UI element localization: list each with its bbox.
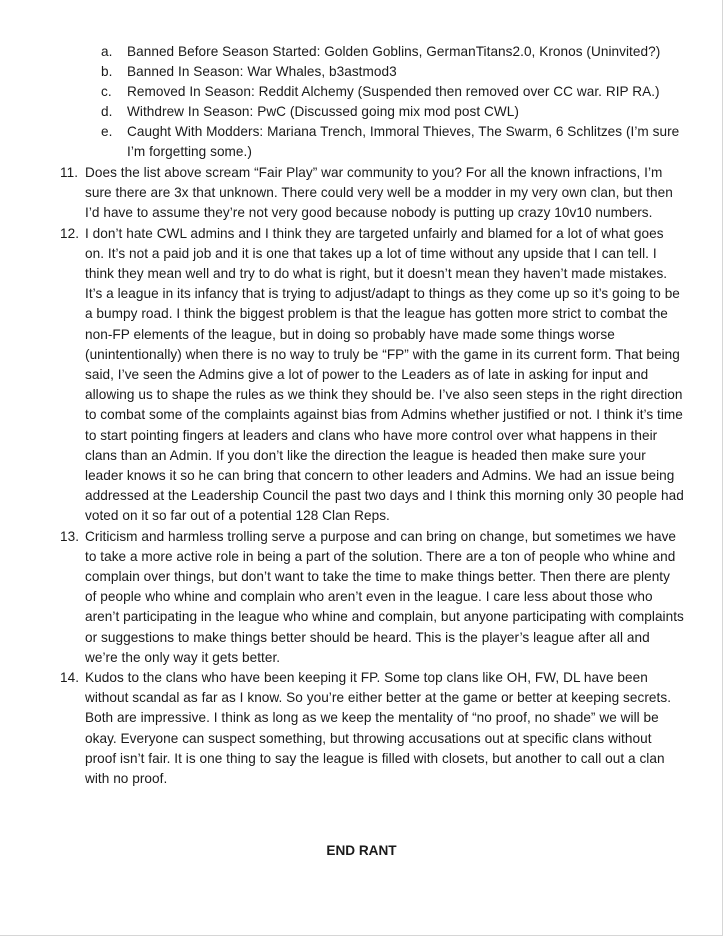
numbered-list-item [60, 224, 684, 527]
list-item-text: Banned In Season: War Whales, b3astmod3 [127, 64, 397, 79]
list-marker: e. [101, 124, 113, 139]
list-item-text: I don’t hate CWL admins and I think they are targeted unfairly and blamed for a lot of what goes on. It’s not a paid job and it is one that takes up a lot of time without any upside that I can tell. I think they mean well and try to do what is right, but it doesn’t mean they haven’t made mistakes. It’s a league in its infancy that is trying to adjust/adapt to things as they come up so it’s going to be a bumpy road. I think the biggest problem is that the league has gotten more strict to combat the non-FP elements of the league, but in doing so probably have made some things worse (unintentionally) when there is no way to truly be “FP” with the game in its current form. That being said, I’ve seen the Admins give a lot of power to the Leaders as of late in asking for input and allowing us to shape the rules as we think they should be. I’ve also seen steps in the right direction to combat some of the complaints against bias from Admins whether justified or not. I think it’s time to start pointing fingers at leaders and clans who have more control over what happens in their clans than an Admin. If you don’t like the direction the league is headed then make sure your leader knows it so he can bring that concern to other leaders and Admins. We had an issue being addressed at the Leadership Council the past two days and I think this morning only 30 people had voted on it so far out of a potential 128 Clan Reps. [85, 225, 684, 524]
list-item-text: Withdrew In Season: PwC (Discussed going mix mod post CWL) [127, 104, 519, 119]
list-item-text: Banned Before Season Started: Golden Goblins, GermanTitans2.0, Kronos (Uninvited?) [127, 44, 661, 59]
list-item-text: Caught With Modders: Mariana Trench, Immoral Thieves, The Swarm, 6 Schlitzes (I’m sure I’m forgetting some.) [127, 124, 680, 159]
sub-list-item [101, 42, 681, 62]
list-marker: c. [101, 84, 112, 99]
numbered-list [60, 163, 684, 789]
sub-list [101, 42, 681, 162]
end-rant-heading: END RANT [326, 843, 397, 858]
list-marker: 12. [60, 225, 80, 241]
list-marker: 14. [60, 670, 80, 686]
sub-list-item [101, 102, 681, 122]
sub-list-item [101, 62, 681, 82]
numbered-list-item [60, 668, 684, 789]
list-item-text: Criticism and harmless trolling serve a purpose and can bring on change, but sometimes we have to take a more active role in being a part of the solution. There are a ton of people who whine and complain over things, but don’t want to take the time to make things better. Then there are plenty of people who whine and complain who aren’t even in the league. I care less about those who aren’t participating in the league who whine and complain, but anyone participating with complaints or suggestions to make things better should be heard. This is the player’s league after all and we’re the only way it gets better. [85, 528, 684, 665]
numbered-list-item [60, 163, 684, 224]
list-marker: d. [101, 104, 113, 119]
list-marker: 13. [60, 528, 80, 544]
sub-list-item [101, 122, 681, 162]
list-marker: a. [101, 44, 113, 59]
list-marker: b. [101, 64, 113, 79]
list-item-text: Removed In Season: Reddit Alchemy (Suspended then removed over CC war. RIP RA.) [127, 84, 660, 99]
list-item-text: Kudos to the clans who have been keeping it FP. Some top clans like OH, FW, DL have been without scandal as far as I know. So you’re either better at the game or better at keeping secrets. Both are impressive. I think as long as we keep the mentality of “no proof, no shade” we will be okay. Everyone can suspect something, but throwing accusations out at specific clans without proof isn’t fair. It is one thing to say the league is filled with closets, but another to call out a clan with no proof. [85, 670, 672, 787]
list-marker: 11. [60, 165, 79, 180]
sub-list-item [101, 82, 681, 102]
list-item-text: Does the list above scream “Fair Play” war community to you? For all the known infractions, I’m sure there are 3x that unknown. There could very well be a modder in my very own clan, but then I’d have to assume they’re not very good because nobody is putting up crazy 10v10 numbers. [85, 165, 673, 221]
numbered-list-item [60, 527, 684, 668]
